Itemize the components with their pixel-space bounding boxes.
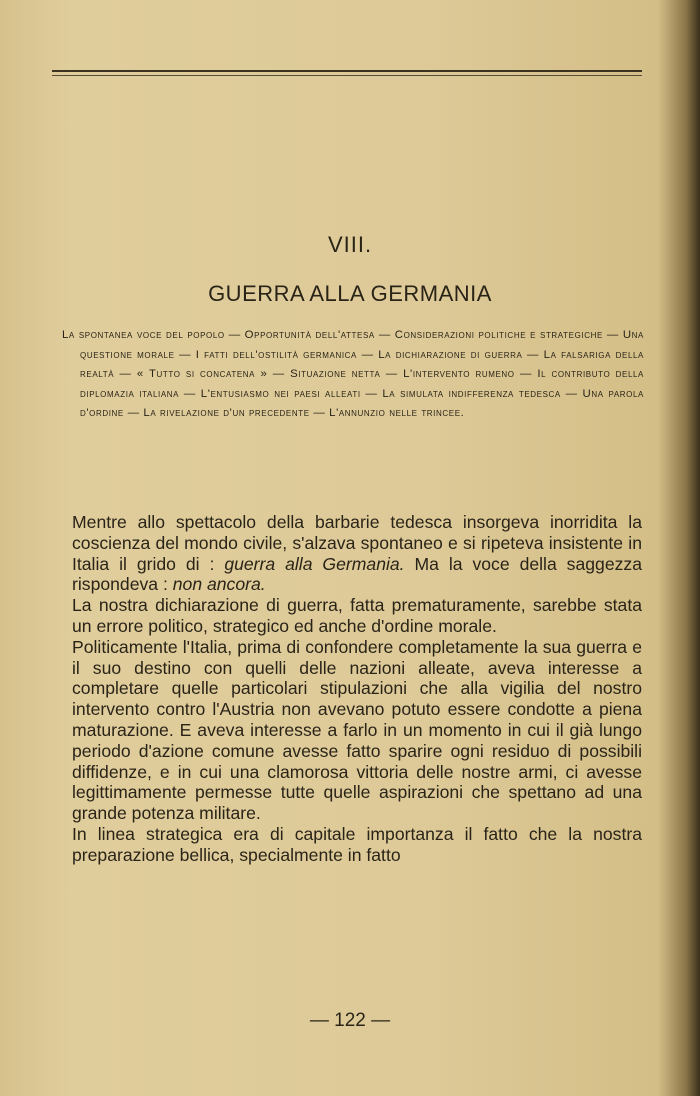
paragraph-1 <box>72 512 642 595</box>
header-rule-thin <box>52 75 642 76</box>
paragraph-4: In linea strategica era di capitale importanza il fatto che la nostra preparazione bellica, specialmente in fatto <box>72 823 642 865</box>
paragraph-1-text-b: Ma la voce della saggezza rispondeva : <box>72 553 642 595</box>
page-number: — 122 — <box>309 1010 391 1031</box>
paragraph-1-emphasis-1: guerra alla Germania. <box>224 553 405 574</box>
paragraph-3: Politicamente l'Italia, prima di confondere completamente la sua guerra e il suo destino con quelli delle nazioni alleate, aveva interesse a completare quelle particolari stipulazioni che alla vigilia del nostro intervento contro l'Austria non avevano potuto essere condotte a piena maturazione. E aveva interesse a farlo in un momento in cui il già lungo periodo d'azione comune avesse fatto sparire ogni residuo di possibili diffidenze, e in cui una clamorosa vittoria delle nostre armi, ci avesse legittimamente permesse tutte quelle aspirazioni che spettano ad una grande potenza militare. <box>72 636 642 824</box>
chapter-title: GUERRA ALLA GERMANIA <box>208 281 492 306</box>
paragraph-1-emphasis-2: non ancora. <box>172 574 266 595</box>
paragraph-2: La nostra dichiarazione di guerra, fatta prematuramente, sarebbe stata un errore politico, strategico ed anche d'ordine morale. <box>72 595 642 636</box>
header-rule <box>52 70 642 72</box>
chapter-summary: La spontanea voce del popolo — Opportunità dell'attesa — Considerazioni politiche e strategiche — Una questione morale — I fatti dell'ostilità germanica — La dichiarazione di guerra — La falsariga della realtà — « Tutto si concatena » — Situazione netta — L'intervento rumeno — Il contributo della diplomazia italiana — L'entusiasmo nei paesi alleati — La simulata indifferenza tedesca — Una parola d'ordine — La rivelazione d'un precedente — L'annunzio nelle trincee. <box>62 329 644 420</box>
chapter-number: VIII. <box>327 232 373 257</box>
body-text <box>72 512 642 866</box>
paragraph-1-text-a: Mentre allo spettacolo della barbarie tedesca insorgeva inorridita la coscienza del mondo civile, s'alzava spontaneo e si ripeteva insistente in Italia il grido di : <box>72 512 642 574</box>
